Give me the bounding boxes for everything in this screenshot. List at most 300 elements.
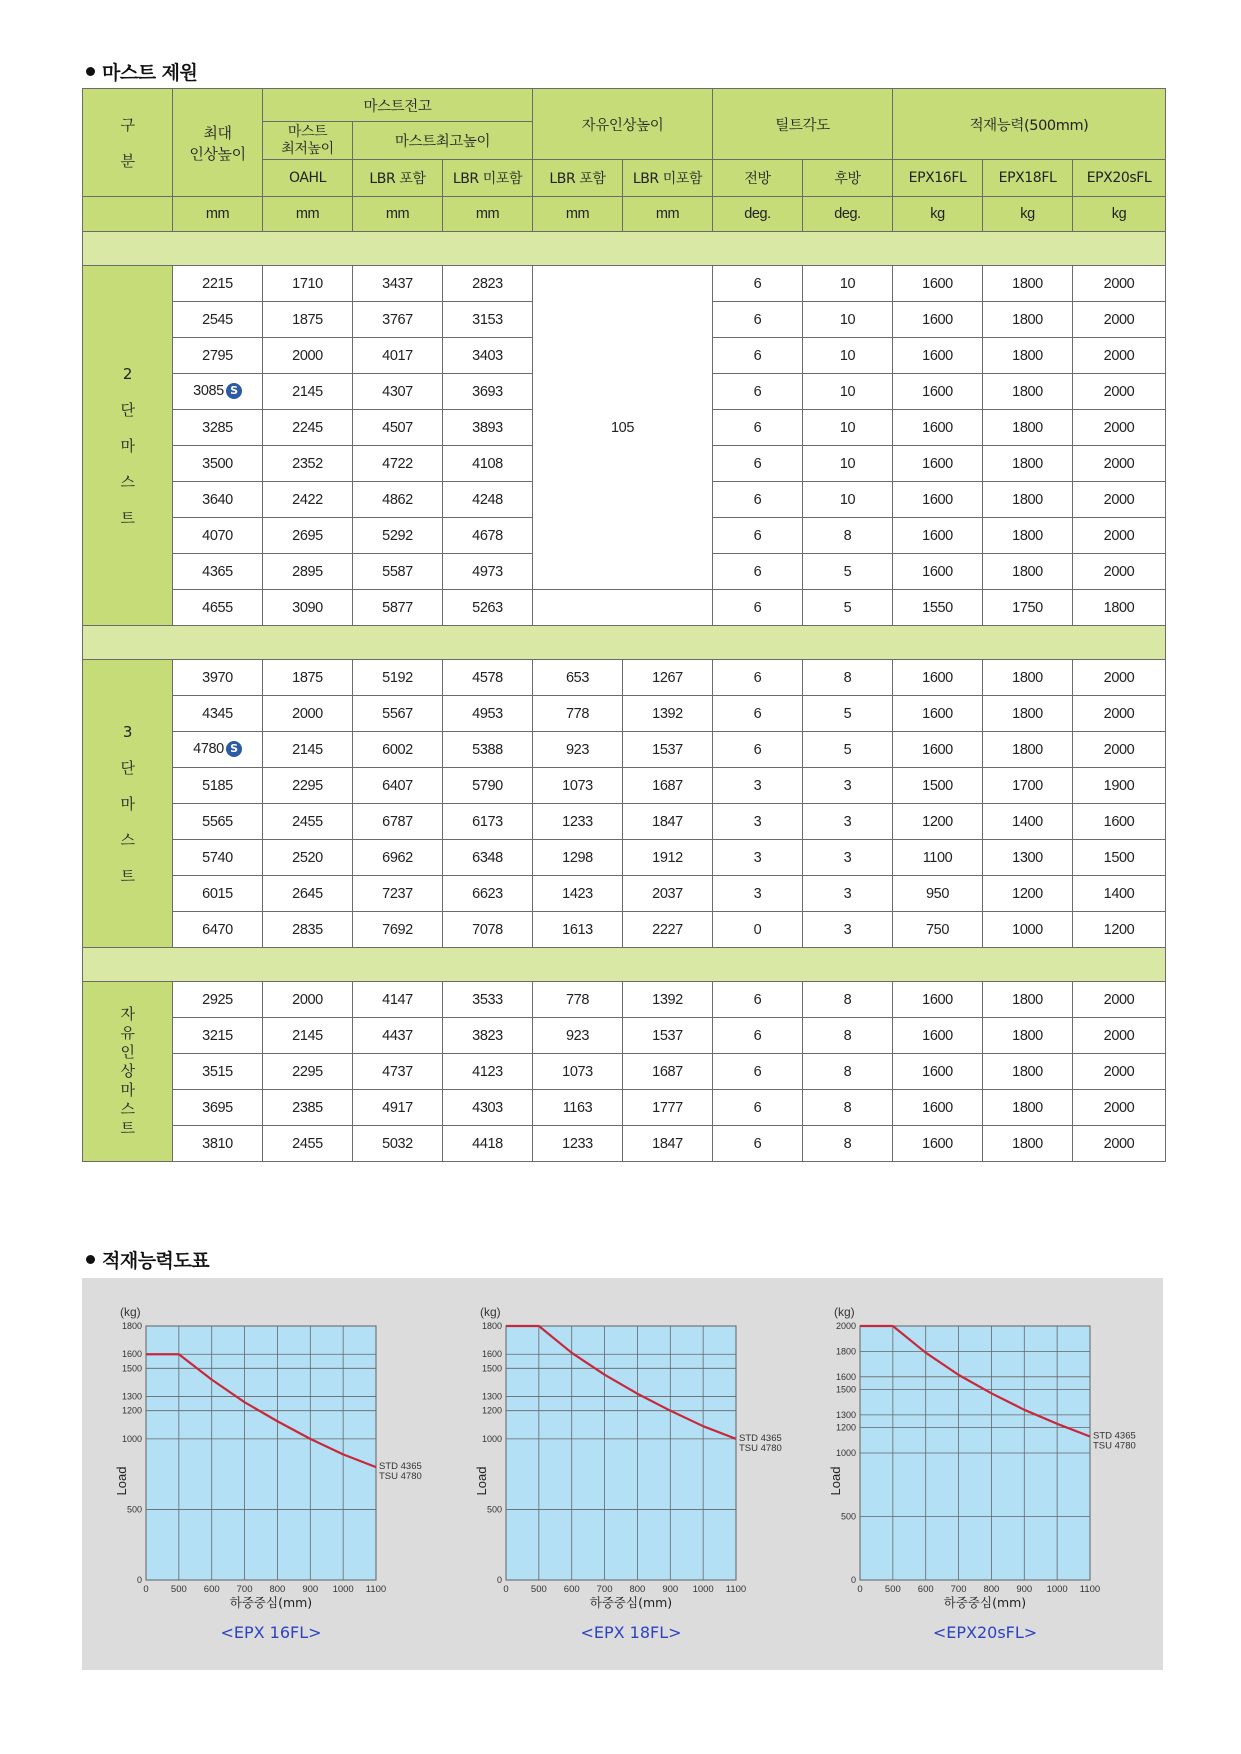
lbr-in-cell: 4737: [353, 1054, 443, 1090]
oahl-cell: 2455: [263, 1126, 353, 1162]
x-tick-label: 0: [503, 1584, 509, 1595]
header-max-lift: [173, 89, 263, 197]
fl-in-cell: 1163: [533, 1090, 623, 1126]
fl-ex-cell: 1392: [623, 696, 713, 732]
table-row: [83, 948, 1166, 982]
x-tick-label: 1000: [332, 1584, 354, 1595]
header-line: 분: [120, 151, 135, 170]
tilt-front-cell: 6: [713, 266, 803, 302]
header-line: 마: [120, 794, 135, 813]
y-tick-label: 1500: [835, 1384, 856, 1395]
c18-cell: 1800: [983, 982, 1073, 1018]
max-lift-value: 4655: [202, 599, 233, 616]
c18-cell: 1800: [983, 660, 1073, 696]
header-line: 스: [120, 1100, 135, 1118]
c16-cell: 1100: [893, 840, 983, 876]
lbr-in-cell: 4437: [353, 1018, 443, 1054]
oahl-cell: 3090: [263, 590, 353, 626]
y-unit-label: (kg): [120, 1305, 141, 1319]
lbr-ex-cell: 6348: [443, 840, 533, 876]
tilt-rear-cell: 10: [803, 410, 893, 446]
max-lift-cell: [173, 266, 263, 302]
max-lift-cell: [173, 482, 263, 518]
capacity-18-cell: 1800: [983, 446, 1073, 482]
c16-cell: 1600: [893, 1090, 983, 1126]
tilt-rear-cell: 10: [803, 302, 893, 338]
capacity-16-cell: 1600: [893, 302, 983, 338]
rear-cell: 5: [803, 696, 893, 732]
max-lift-cell: [173, 876, 263, 912]
c18-cell: 1300: [983, 840, 1073, 876]
lbr-in-cell: 7237: [353, 876, 443, 912]
y-tick-label: 0: [496, 1575, 502, 1585]
lbr-ex-cell: 6173: [443, 804, 533, 840]
max-lift-cell: [173, 696, 263, 732]
table-row: [83, 266, 1166, 302]
rear-cell: 3: [803, 840, 893, 876]
lbr-in-cell: 5192: [353, 660, 443, 696]
y-tick-label: 1600: [121, 1349, 142, 1360]
y-tick-label: 1300: [121, 1391, 142, 1402]
header-free-lift: 자유인상높이: [533, 89, 713, 160]
oahl-cell: 1710: [263, 266, 353, 302]
max-lift-cell: [173, 768, 263, 804]
group-separator: [83, 626, 1166, 660]
standard-badge-icon: S: [226, 383, 242, 399]
max-lift-cell: [173, 840, 263, 876]
unit-cell: mm: [353, 197, 443, 232]
front-cell: 6: [713, 982, 803, 1018]
y-tick-label: 1300: [481, 1391, 502, 1402]
curve-annotation: STD 4365: [1093, 1430, 1136, 1442]
fl-ex-cell: 1537: [623, 732, 713, 768]
lbr-excl-cell: 3153: [443, 302, 533, 338]
lbr-excl-cell: 4108: [443, 446, 533, 482]
table-row: [83, 696, 1166, 732]
capacity-18-cell: 1800: [983, 554, 1073, 590]
max-lift-cell: [173, 1126, 263, 1162]
max-lift-value: 5565: [202, 813, 233, 830]
oahl-cell: 1875: [263, 660, 353, 696]
x-tick-label: 700: [950, 1584, 967, 1595]
lbr-ex-cell: 7078: [443, 912, 533, 948]
tilt-rear-cell: 5: [803, 590, 893, 626]
unit-cell: mm: [443, 197, 533, 232]
lbr-ex-cell: 3823: [443, 1018, 533, 1054]
oahl-cell: 1875: [263, 302, 353, 338]
header-line: 트: [120, 508, 135, 527]
fl-in-cell: 1073: [533, 768, 623, 804]
oahl-cell: 2245: [263, 410, 353, 446]
tilt-rear-cell: 10: [803, 266, 893, 302]
free-lift-blank-cell: [533, 590, 713, 626]
x-tick-label: 500: [170, 1584, 187, 1595]
lbr-excl-cell: 3403: [443, 338, 533, 374]
lbr-excl-cell: 4973: [443, 554, 533, 590]
tilt-front-cell: 6: [713, 302, 803, 338]
y-unit-label: (kg): [834, 1305, 855, 1319]
lbr-in-cell: 6962: [353, 840, 443, 876]
max-lift-value: 2795: [202, 347, 233, 364]
oahl-cell: 2000: [263, 338, 353, 374]
header-line: 구: [120, 115, 135, 134]
y-axis-label: Load: [114, 1466, 129, 1496]
rear-cell: 3: [803, 876, 893, 912]
lbr-ex-cell: 6623: [443, 876, 533, 912]
max-lift-value: 4780: [193, 741, 224, 758]
y-tick-label: 2000: [835, 1321, 856, 1331]
lbr-incl-cell: 3437: [353, 266, 443, 302]
lbr-incl-cell: 4722: [353, 446, 443, 482]
capacity-18-cell: 1800: [983, 266, 1073, 302]
lbr-incl-cell: 4017: [353, 338, 443, 374]
oahl-cell: 2895: [263, 554, 353, 590]
c20-cell: 1500: [1073, 840, 1166, 876]
c18-cell: 1800: [983, 1126, 1073, 1162]
capacity-20-cell: 2000: [1073, 374, 1166, 410]
c20-cell: 1600: [1073, 804, 1166, 840]
lbr-ex-cell: 4303: [443, 1090, 533, 1126]
tilt-front-cell: 6: [713, 446, 803, 482]
tilt-rear-cell: 10: [803, 446, 893, 482]
table-row: [83, 1018, 1166, 1054]
curve-annotation: TSU 4780: [379, 1471, 422, 1483]
y-tick-label: 1500: [121, 1363, 142, 1374]
header-line: 단: [120, 400, 135, 419]
capacity-16-cell: 1600: [893, 374, 983, 410]
x-axis-label: 하중중심(mm): [589, 1595, 673, 1610]
unit-cell: kg: [983, 197, 1073, 232]
y-tick-label: 500: [486, 1504, 502, 1515]
c20-cell: 2000: [1073, 1018, 1166, 1054]
table-row: [83, 660, 1166, 696]
x-tick-label: 600: [917, 1584, 934, 1595]
max-lift-cell: [173, 338, 263, 374]
max-lift-cell: [173, 912, 263, 948]
header-gubun-blank: [83, 197, 173, 232]
oahl-cell: 2295: [263, 768, 353, 804]
fl-ex-cell: 1687: [623, 768, 713, 804]
standard-badge-icon: S: [226, 741, 242, 757]
section-title-text: 마스트 제원: [102, 62, 198, 84]
fl-in-cell: 1233: [533, 804, 623, 840]
lbr-excl-cell: 3893: [443, 410, 533, 446]
c16-cell: 750: [893, 912, 983, 948]
capacity-chart-2: [442, 1278, 802, 1670]
rear-cell: 3: [803, 768, 893, 804]
c20-cell: 2000: [1073, 1126, 1166, 1162]
front-cell: 6: [713, 1018, 803, 1054]
y-axis-label: Load: [474, 1466, 489, 1496]
header-free-lbr-incl: LBR 포함: [533, 160, 623, 197]
lbr-in-cell: 5032: [353, 1126, 443, 1162]
max-lift-value: 3285: [202, 419, 233, 436]
x-tick-label: 500: [530, 1584, 547, 1595]
table-row: [83, 912, 1166, 948]
table-row: [83, 197, 1166, 232]
header-line: 2: [122, 364, 133, 383]
max-lift-cell: [173, 374, 263, 410]
x-tick-label: 0: [143, 1584, 149, 1595]
x-tick-label: 800: [269, 1584, 286, 1595]
fl-in-cell: 1613: [533, 912, 623, 948]
x-tick-label: 900: [1016, 1584, 1033, 1595]
table-row: [83, 626, 1166, 660]
header-line: 마: [120, 436, 135, 455]
lbr-in-cell: 5567: [353, 696, 443, 732]
fl-ex-cell: 1687: [623, 1054, 713, 1090]
c16-cell: 1200: [893, 804, 983, 840]
fl-in-cell: 1233: [533, 1126, 623, 1162]
lbr-ex-cell: 4578: [443, 660, 533, 696]
capacity-chart-1: [82, 1278, 442, 1670]
y-tick-label: 500: [840, 1511, 856, 1522]
header-model-16: EPX16FL: [893, 160, 983, 197]
max-lift-value: 3810: [202, 1135, 233, 1152]
lbr-incl-cell: 5587: [353, 554, 443, 590]
x-tick-label: 1000: [692, 1584, 714, 1595]
c20-cell: 2000: [1073, 660, 1166, 696]
c20-cell: 2000: [1073, 1090, 1166, 1126]
tilt-front-cell: 6: [713, 518, 803, 554]
fl-in-cell: 1298: [533, 840, 623, 876]
c16-cell: 950: [893, 876, 983, 912]
lbr-ex-cell: 3533: [443, 982, 533, 1018]
rear-cell: 3: [803, 804, 893, 840]
x-tick-label: 1100: [1079, 1584, 1101, 1595]
front-cell: 3: [713, 804, 803, 840]
capacity-20-cell: 1800: [1073, 590, 1166, 626]
y-tick-label: 1600: [481, 1349, 502, 1360]
tilt-rear-cell: 10: [803, 482, 893, 518]
table-row: [83, 590, 1166, 626]
x-axis-label: 하중중심(mm): [229, 1595, 313, 1610]
fl-ex-cell: 1267: [623, 660, 713, 696]
capacity-20-cell: 2000: [1073, 338, 1166, 374]
header-line: 3: [122, 722, 133, 741]
x-tick-label: 600: [563, 1584, 580, 1595]
c16-cell: 1600: [893, 1126, 983, 1162]
header-line: 트: [120, 866, 135, 885]
capacity-20-cell: 2000: [1073, 554, 1166, 590]
oahl-cell: 2455: [263, 804, 353, 840]
capacity-16-cell: 1550: [893, 590, 983, 626]
header-tilt: 틸트각도: [713, 89, 893, 160]
y-tick-label: 1800: [481, 1321, 502, 1331]
max-lift-value: 5185: [202, 777, 233, 794]
front-cell: 3: [713, 768, 803, 804]
max-lift-value: 3500: [202, 455, 233, 472]
header-line: 스: [120, 472, 135, 491]
c16-cell: 1600: [893, 696, 983, 732]
y-tick-label: 1600: [835, 1371, 856, 1382]
max-lift-cell: [173, 302, 263, 338]
oahl-cell: 2352: [263, 446, 353, 482]
max-lift-cell: [173, 1018, 263, 1054]
table-row: [83, 1054, 1166, 1090]
max-lift-value: 3215: [202, 1027, 233, 1044]
curve-annotation: TSU 4780: [1093, 1440, 1136, 1452]
lbr-in-cell: 7692: [353, 912, 443, 948]
c18-cell: 1800: [983, 732, 1073, 768]
rear-cell: 8: [803, 660, 893, 696]
x-tick-label: 1100: [725, 1584, 747, 1595]
lbr-in-cell: 6002: [353, 732, 443, 768]
lbr-in-cell: 6787: [353, 804, 443, 840]
rear-cell: 8: [803, 1126, 893, 1162]
lbr-ex-cell: 5790: [443, 768, 533, 804]
unit-cell: mm: [263, 197, 353, 232]
tilt-front-cell: 6: [713, 410, 803, 446]
fl-in-cell: 778: [533, 982, 623, 1018]
max-lift-cell: [173, 446, 263, 482]
lbr-incl-cell: 4862: [353, 482, 443, 518]
free-lift-merged-cell: 105: [533, 266, 713, 590]
group-separator: [83, 948, 1166, 982]
max-lift-cell: [173, 660, 263, 696]
capacity-20-cell: 2000: [1073, 518, 1166, 554]
max-lift-value: 6470: [202, 921, 233, 938]
c18-cell: 1800: [983, 1054, 1073, 1090]
fl-ex-cell: 1777: [623, 1090, 713, 1126]
lbr-incl-cell: 4507: [353, 410, 443, 446]
c20-cell: 1200: [1073, 912, 1166, 948]
x-tick-label: 900: [302, 1584, 319, 1595]
x-tick-label: 800: [629, 1584, 646, 1595]
max-lift-value: 4070: [202, 527, 233, 544]
section-title-text: 적재능력도표: [102, 1250, 210, 1272]
unit-cell: mm: [533, 197, 623, 232]
header-line: 마: [120, 1081, 135, 1099]
group-label-2-stage: [83, 266, 173, 626]
max-lift-value: 2215: [202, 275, 233, 292]
y-tick-label: 1800: [835, 1346, 856, 1357]
capacity-chart-3: [796, 1278, 1156, 1670]
fl-in-cell: 778: [533, 696, 623, 732]
header-free-lbr-excl: LBR 미포함: [623, 160, 713, 197]
c16-cell: 1600: [893, 660, 983, 696]
header-line: 자: [120, 1005, 135, 1023]
unit-cell: deg.: [803, 197, 893, 232]
oahl-cell: 2385: [263, 1090, 353, 1126]
rear-cell: 8: [803, 982, 893, 1018]
tilt-front-cell: 6: [713, 590, 803, 626]
y-tick-label: 500: [126, 1504, 142, 1515]
capacity-18-cell: 1750: [983, 590, 1073, 626]
y-tick-label: 0: [850, 1575, 856, 1585]
oahl-cell: 2145: [263, 374, 353, 410]
capacity-16-cell: 1600: [893, 266, 983, 302]
lbr-in-cell: 4917: [353, 1090, 443, 1126]
capacity-18-cell: 1800: [983, 518, 1073, 554]
max-lift-cell: [173, 1090, 263, 1126]
max-lift-value: 2925: [202, 991, 233, 1008]
fl-ex-cell: 2037: [623, 876, 713, 912]
y-tick-label: 0: [136, 1575, 142, 1585]
header-oahl: OAHL: [263, 160, 353, 197]
curve-annotation: STD 4365: [379, 1461, 422, 1473]
unit-cell: kg: [893, 197, 983, 232]
lbr-incl-cell: 4307: [353, 374, 443, 410]
lbr-ex-cell: 5388: [443, 732, 533, 768]
lbr-excl-cell: 5263: [443, 590, 533, 626]
header-line: 인상높이: [189, 144, 246, 163]
max-lift-value: 4365: [202, 563, 233, 580]
c20-cell: 1900: [1073, 768, 1166, 804]
capacity-18-cell: 1800: [983, 338, 1073, 374]
header-line: 단: [120, 758, 135, 777]
y-tick-label: 1000: [835, 1448, 856, 1458]
c18-cell: 1800: [983, 1090, 1073, 1126]
table-row: [83, 1126, 1166, 1162]
curve-annotation: STD 4365: [739, 1432, 782, 1444]
y-unit-label: (kg): [480, 1305, 501, 1319]
c16-cell: 1600: [893, 732, 983, 768]
rear-cell: 8: [803, 1018, 893, 1054]
table-row: [83, 1090, 1166, 1126]
y-tick-label: 1300: [835, 1409, 856, 1420]
header-rear: 후방: [803, 160, 893, 197]
oahl-cell: 2695: [263, 518, 353, 554]
y-tick-label: 1200: [481, 1405, 502, 1416]
table-row: [83, 876, 1166, 912]
y-tick-label: 1800: [121, 1321, 142, 1331]
max-lift-value: 3640: [202, 491, 233, 508]
front-cell: 6: [713, 1126, 803, 1162]
front-cell: 6: [713, 1090, 803, 1126]
y-axis-label: Load: [828, 1466, 843, 1496]
table-row: [83, 232, 1166, 266]
c16-cell: 1600: [893, 1018, 983, 1054]
header-mast-min: [263, 122, 353, 160]
x-tick-label: 0: [857, 1584, 863, 1595]
lbr-excl-cell: 4248: [443, 482, 533, 518]
section-title-capacity-chart: [86, 1246, 209, 1273]
tilt-rear-cell: 5: [803, 554, 893, 590]
header-model-18: EPX18FL: [983, 160, 1073, 197]
y-tick-label: 1000: [121, 1433, 142, 1444]
front-cell: 0: [713, 912, 803, 948]
lbr-excl-cell: 4678: [443, 518, 533, 554]
lbr-in-cell: 4147: [353, 982, 443, 1018]
mast-spec-table: [82, 88, 1166, 1162]
oahl-cell: 2000: [263, 696, 353, 732]
header-capacity: 적재능력(500mm): [893, 89, 1166, 160]
fl-ex-cell: 1912: [623, 840, 713, 876]
plot-area: [506, 1326, 736, 1580]
x-tick-label: 800: [983, 1584, 1000, 1595]
max-lift-value: 2545: [202, 311, 233, 328]
c20-cell: 2000: [1073, 732, 1166, 768]
fl-ex-cell: 2227: [623, 912, 713, 948]
tilt-front-cell: 6: [713, 482, 803, 518]
c18-cell: 1400: [983, 804, 1073, 840]
capacity-18-cell: 1800: [983, 482, 1073, 518]
y-tick-label: 1500: [481, 1363, 502, 1374]
capacity-18-cell: 1800: [983, 410, 1073, 446]
header-model-20: EPX20sFL: [1073, 160, 1166, 197]
c16-cell: 1500: [893, 768, 983, 804]
rear-cell: 8: [803, 1090, 893, 1126]
capacity-20-cell: 2000: [1073, 482, 1166, 518]
tilt-front-cell: 6: [713, 554, 803, 590]
front-cell: 6: [713, 660, 803, 696]
capacity-16-cell: 1600: [893, 446, 983, 482]
fl-in-cell: 1423: [533, 876, 623, 912]
capacity-18-cell: 1800: [983, 374, 1073, 410]
table-row: [83, 804, 1166, 840]
capacity-16-cell: 1600: [893, 554, 983, 590]
